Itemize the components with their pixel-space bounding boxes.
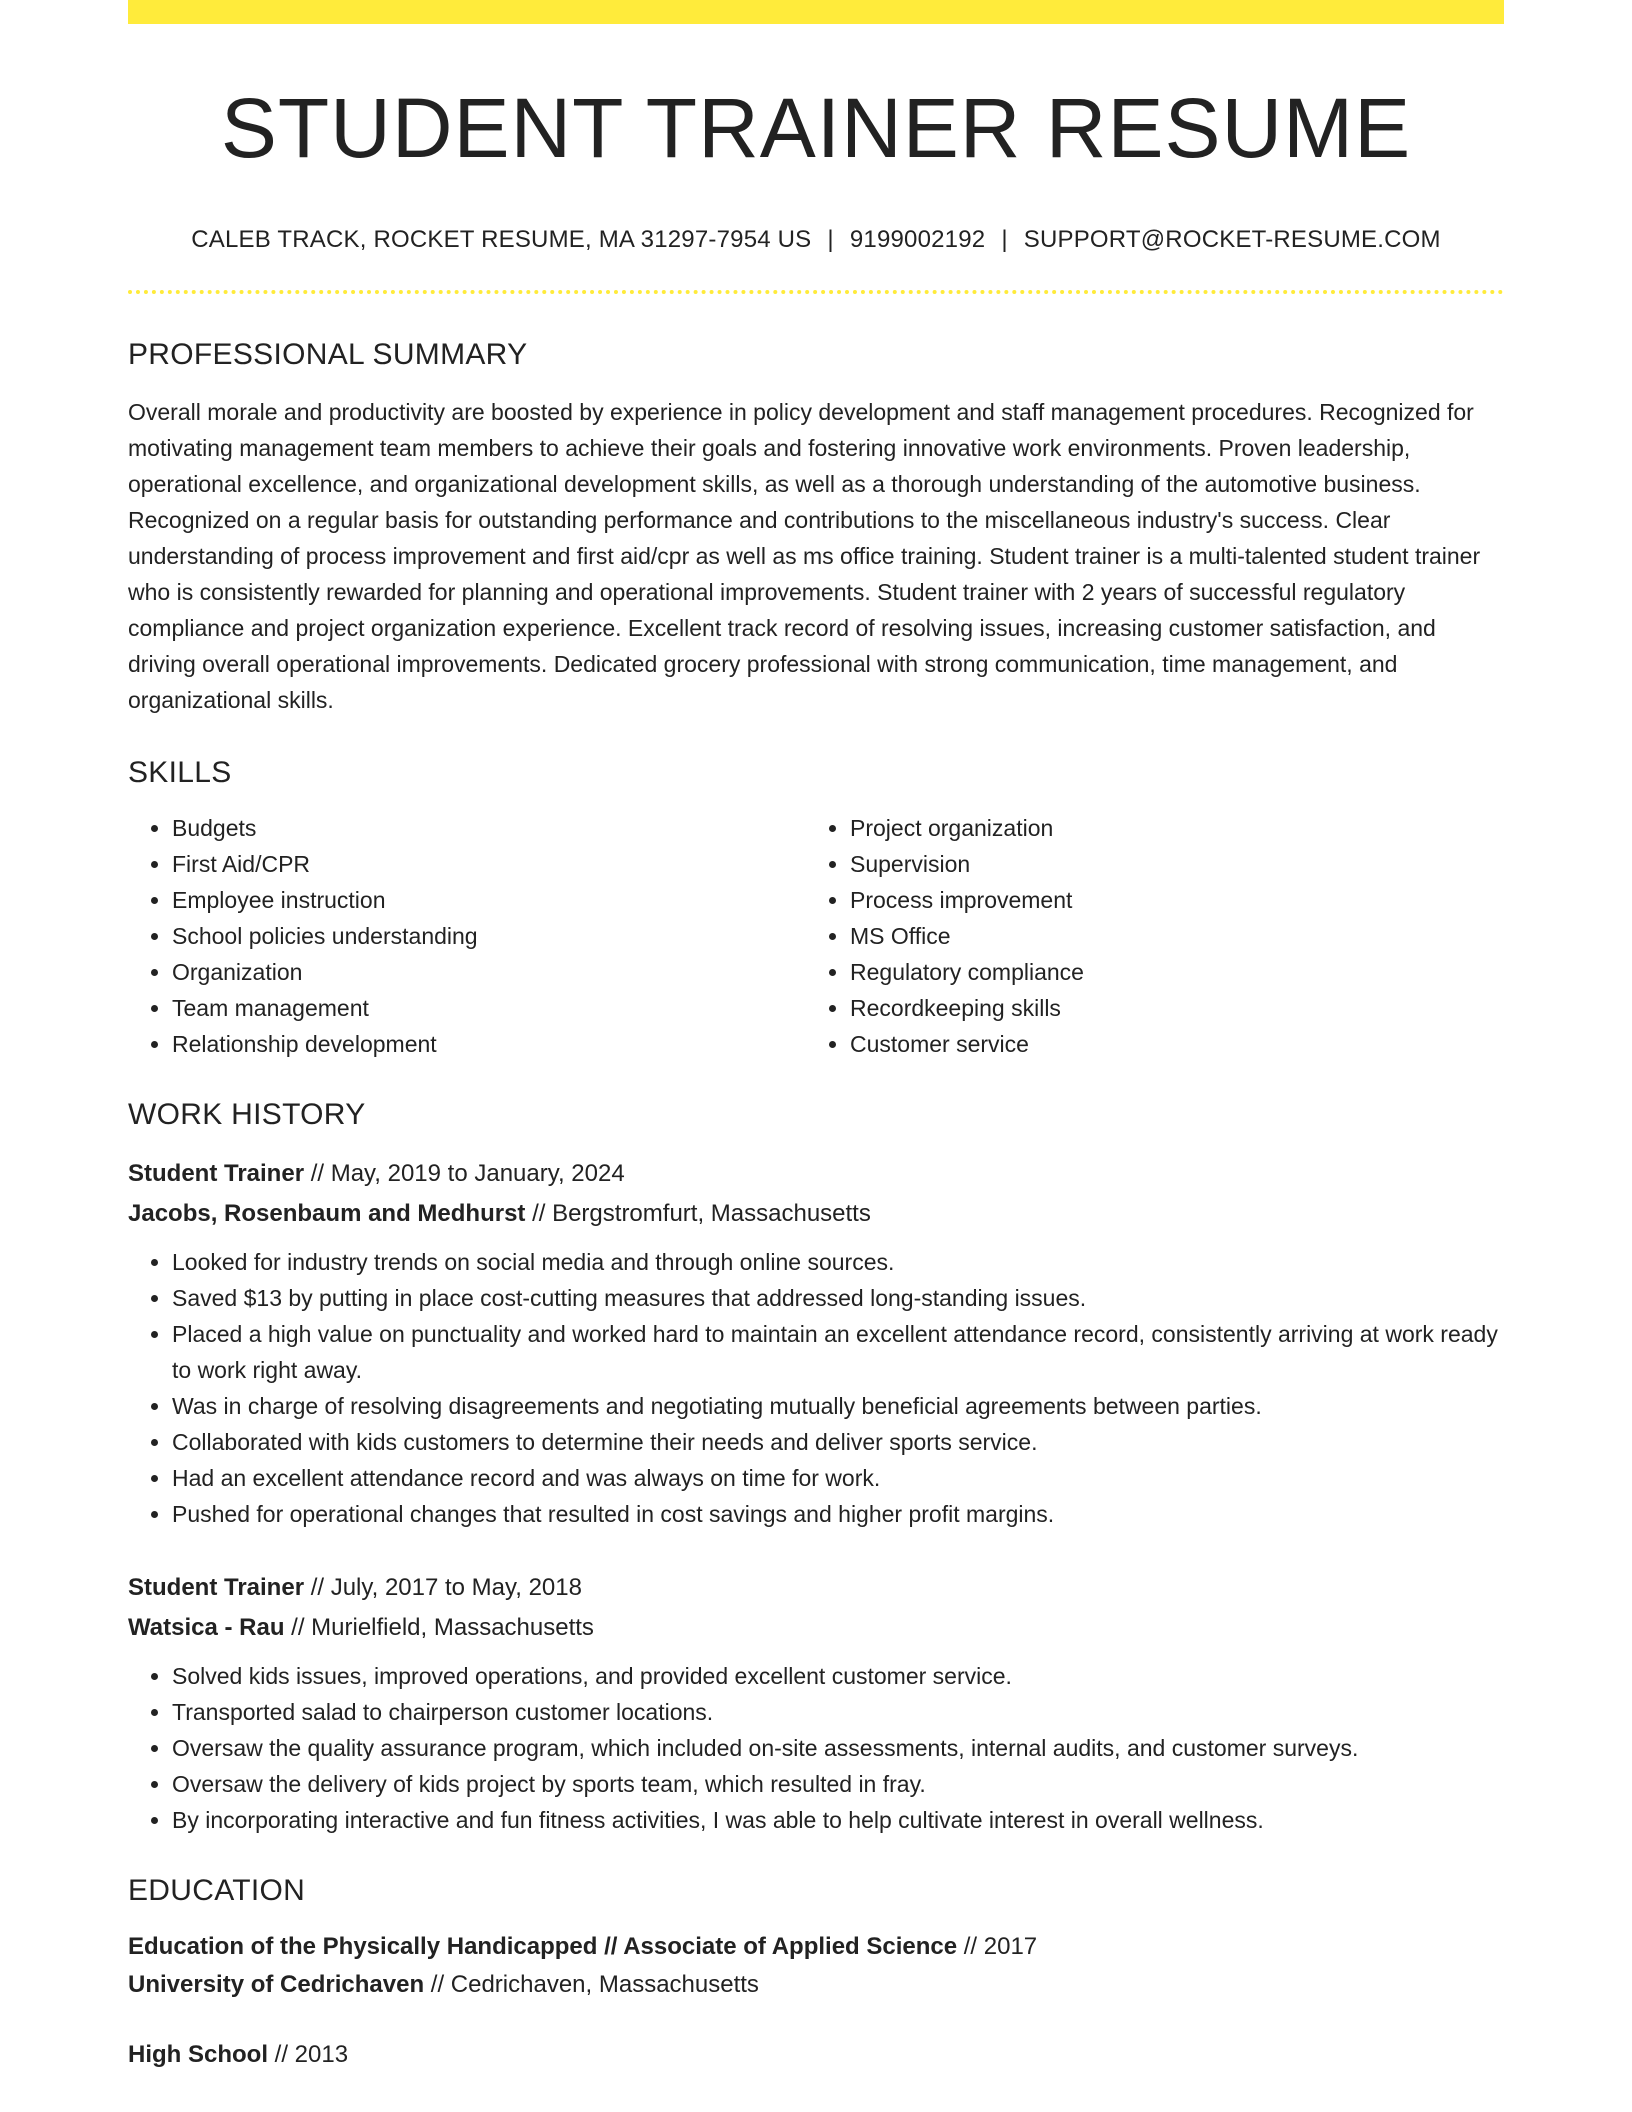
education-school: University of Cedrichaven (128, 1971, 425, 1999)
job-company-line (128, 1194, 1504, 1234)
skill-item: • Employee instruction (172, 882, 806, 918)
skills-grid (128, 810, 1504, 1062)
top-accent-bar (128, 0, 1504, 24)
skill-item: • First Aid/CPR (172, 846, 806, 882)
education-school-line (128, 1966, 1504, 2004)
job-dates: // May, 2019 to January, 2024 (304, 1160, 625, 1188)
skill-item: • Regulatory compliance (850, 954, 1484, 990)
summary-text: Overall morale and productivity are boosted by experience in policy development and staff management procedures. Recognized for motivating management team members to achieve their goals and fostering innovative work environments. Proven leadership, operational excellence, and organizational development skills, as well as a thorough understanding of the automotive business. Recognized on a regular basis for outstanding performance and contributions to the miscellaneous industry's success. Clear understanding of process improvement and first aid/cpr as well as ms office training. Student trainer is a multi-talented student trainer who is consistently rewarded for planning and operational improvements. Student trainer with 2 years of successful regulatory compliance and project organization experience. Excellent track record of resolving issues, increasing customer satisfaction, and driving overall operational improvements. Dedicated grocery professional with strong communication, time management, and organizational skills. (128, 399, 1481, 714)
skill-item: • Process improvement (850, 882, 1484, 918)
work-history-heading: WORK HISTORY (128, 1098, 366, 1132)
job-bullet: • Solved kids issues, improved operations, and provided excellent customer service. (172, 1658, 1504, 1694)
skill-item: • Organization (172, 954, 806, 990)
skill-item: • Budgets (172, 810, 806, 846)
job-bullet: • Looked for industry trends on social media and through online sources. (172, 1244, 1504, 1280)
job-bullet: • Pushed for operational changes that resulted in cost savings and higher profit margins. (172, 1496, 1504, 1532)
job-location: // Bergstromfurt, Massachusetts (525, 1200, 871, 1228)
job-bullet: • Collaborated with kids customers to determine their needs and deliver sports service. (172, 1424, 1504, 1460)
skill-item: • Team management (172, 990, 806, 1026)
education-entry (128, 1928, 1504, 2004)
job-bullet: • Transported salad to chairperson customer locations. (172, 1694, 1504, 1730)
job-entry (128, 1568, 1504, 1838)
skill-item: • Project organization (850, 810, 1484, 846)
skills-heading: SKILLS (128, 756, 232, 790)
education-degree-line (128, 2036, 1504, 2074)
skills-column-left (128, 810, 806, 1062)
skill-item: • Customer service (850, 1026, 1484, 1062)
skill-item: • MS Office (850, 918, 1484, 954)
education-entry (128, 2036, 1504, 2074)
job-title-line (128, 1568, 1504, 1608)
job-company: Jacobs, Rosenbaum and Medhurst (128, 1200, 526, 1228)
job-title: Student Trainer (128, 1574, 305, 1602)
job-title: Student Trainer (128, 1160, 305, 1188)
job-dates: // July, 2017 to May, 2018 (304, 1574, 582, 1602)
contact-address: CALEB TRACK, ROCKET RESUME, MA 31297-7954 US (191, 226, 812, 254)
education-year: // 2017 (957, 1933, 1038, 1961)
job-bullet: • Saved $13 by putting in place cost-cutting measures that addressed long-standing issues. (172, 1280, 1504, 1316)
contact-email: SUPPORT@ROCKET-RESUME.COM (1023, 226, 1441, 254)
contact-separator: | (827, 226, 834, 254)
header-divider (128, 290, 1504, 294)
job-bullets (128, 1658, 1504, 1838)
job-bullet: • Placed a high value on punctuality and worked hard to maintain an excellent attendance record, consistently arriving at work ready to work right away. (172, 1316, 1504, 1388)
job-entry (128, 1154, 1504, 1532)
job-bullet: • Oversaw the quality assurance program, which included on-site assessments, internal audits, and customer surveys. (172, 1730, 1504, 1766)
skill-item: • Recordkeeping skills (850, 990, 1484, 1026)
job-company-line (128, 1608, 1504, 1648)
job-bullet: • Was in charge of resolving disagreements and negotiating mutually beneficial agreements between parties. (172, 1388, 1504, 1424)
education-degree: Education of the Physically Handicapped // Associate of Applied Science (128, 1933, 958, 1961)
education-location: // Cedrichaven, Massachusetts (424, 1971, 759, 1999)
job-bullet: • By incorporating interactive and fun fitness activities, I was able to help cultivate interest in overall wellness. (172, 1802, 1504, 1838)
job-location: // Murielfield, Massachusetts (284, 1614, 594, 1642)
contact-line (128, 226, 1504, 254)
skill-item: • Supervision (850, 846, 1484, 882)
skill-item: • Relationship development (172, 1026, 806, 1062)
skills-column-right (806, 810, 1484, 1062)
summary-heading: PROFESSIONAL SUMMARY (128, 338, 528, 372)
education-year: // 2013 (268, 2041, 349, 2069)
resume-page (128, 0, 1504, 2074)
education-heading: EDUCATION (128, 1874, 306, 1908)
skill-item: • School policies understanding (172, 918, 806, 954)
job-company: Watsica - Rau (128, 1614, 285, 1642)
job-bullets (128, 1244, 1504, 1532)
job-title-line (128, 1154, 1504, 1194)
education-degree: High School (128, 2041, 268, 2069)
education-degree-line (128, 1928, 1504, 1966)
page-title: STUDENT TRAINER RESUME (220, 81, 1412, 175)
job-bullet: • Oversaw the delivery of kids project by sports team, which resulted in fray. (172, 1766, 1504, 1802)
job-bullet: • Had an excellent attendance record and was always on time for work. (172, 1460, 1504, 1496)
contact-phone: 9199002192 (849, 226, 986, 254)
contact-separator: | (1001, 226, 1008, 254)
